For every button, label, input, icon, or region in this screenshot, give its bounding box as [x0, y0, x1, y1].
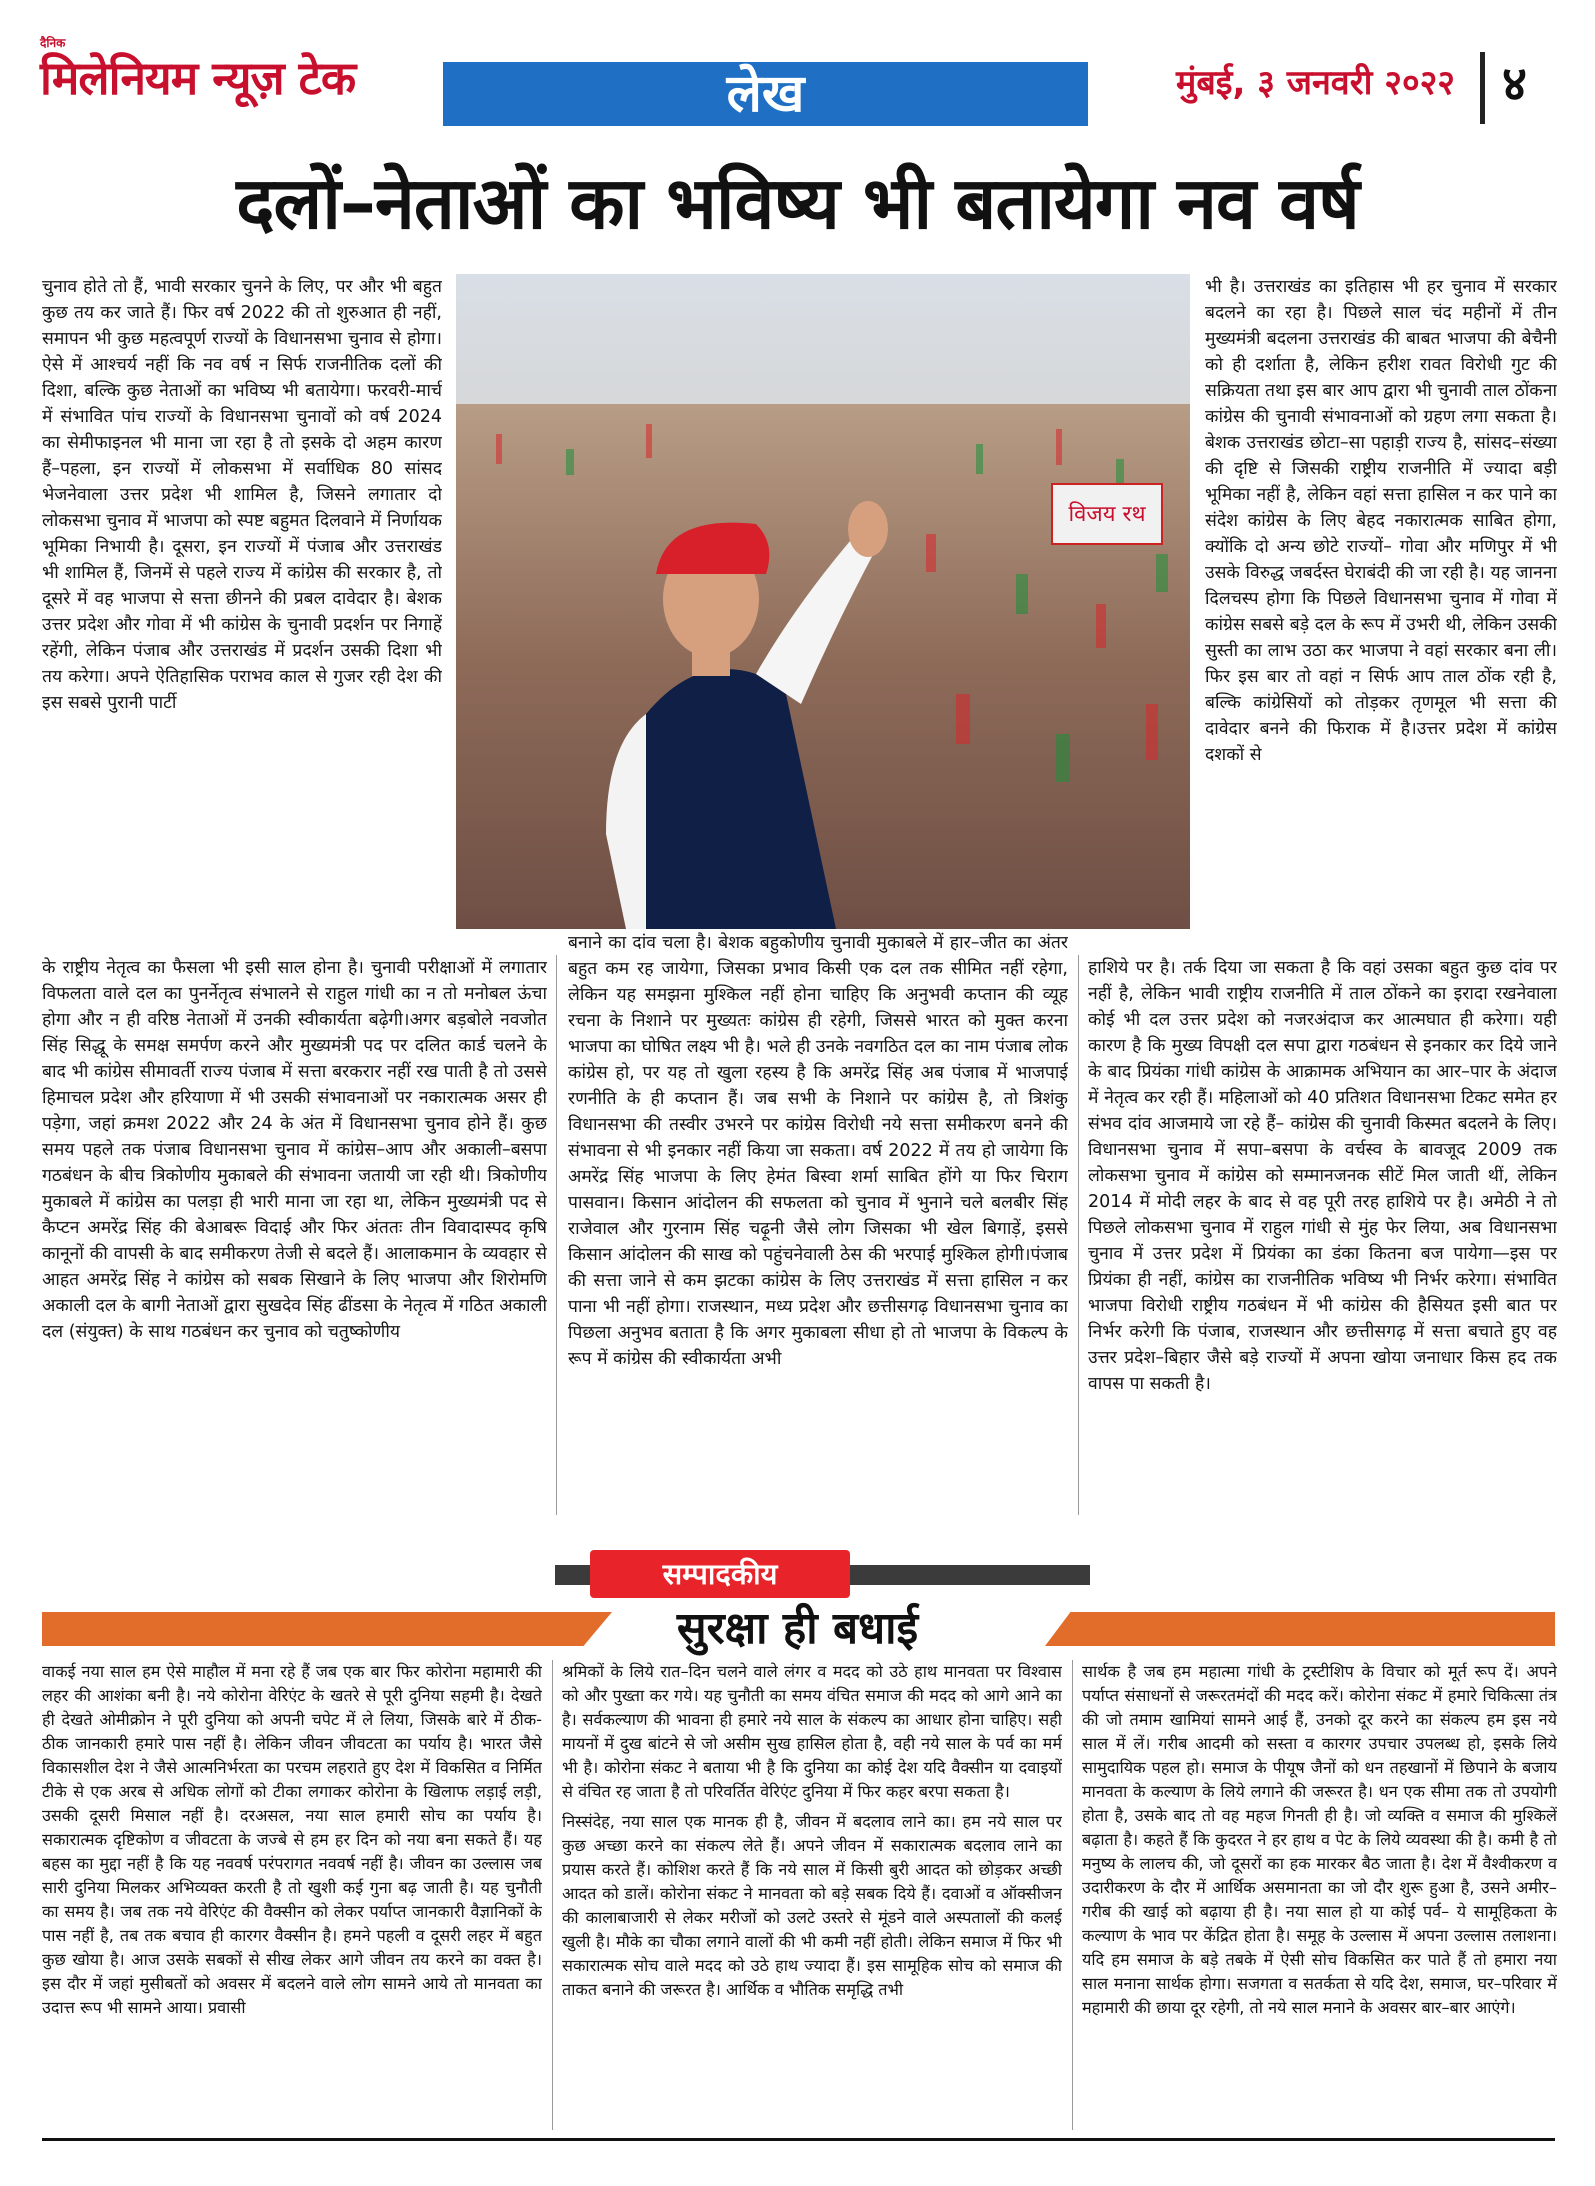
column-divider	[552, 1660, 553, 2130]
article-column-2	[568, 930, 1068, 1517]
article-column-1-bottom	[42, 955, 547, 1517]
editorial-paragraph: निस्संदेह, नया साल एक मानक ही है, जीवन में बदलाव लाने का। हम नये साल पर कुछ अच्छा करने का संकल्प लेते हैं। अपने जीवन में सकारात्मक बदलाव लाने का प्रयास करते हैं। कोशिश करते हैं कि नये साल में किसी बुरी आदत को छोड़कर अच्छी आदत को डालें। कोरोना संकट ने मानवता को बड़े सबक दिये हैं। दवाओं व ऑक्सीजन की कालाबाजारी से लेकर मरीजों को उलटे उस्तरे से मूंडने वाले अस्पतालों की कलई खुली है। मौके का चौका लगाने वालों की भी कमी नहीं होती। लेकिन समाज में फिर भी सकारात्मक सोच वाले मदद को उठे हाथ ज्यादा हैं। इस सामूहिक सोच को समाज की ताकत बनाने की जरूरत है। आर्थिक व भौतिक समृद्धि तभी	[562, 1812, 1062, 1999]
editorial-right-accent	[1045, 1612, 1555, 1646]
editorial-paragraph: श्रमिकों के लिये रात–दिन चलने वाले लंगर व मदद को उठे हाथ मानवता पर विश्वास को और पुख्ता कर गये। यह चुनौती का समय वंचित समाज की मदद को आगे आने का है। सर्वकल्याण की भावना ही हमारे नये साल के संकल्प का आधार होना चाहिए। सही मायनों में दुख बांटने से जो असीम सुख हासिल होता है, वही नये साल के पर्व का मर्म भी है। कोरोना संकट ने बताया भी है कि दुनिया का कोई देश यदि वैक्सीन या दवाइयों से वंचित रह जाता है तो परिवर्तित वेरिएंट दुनिया में फिर कहर बरपा सकता है।	[562, 1662, 1062, 1801]
editorial-paragraph: वाकई नया साल हम ऐसे माहौल में मना रहे हैं जब एक बार फिर कोरोना महामारी की लहर की आशंका बनी है। नये कोरोना वेरिएंट के खतरे से पूरी दुनिया सहमी है। देखते ही देखते ओमीक्रोन ने पूरी दुनिया को अपनी चपेट में ले लिया, जिसके बारे में ठीक-ठीक जानकारी हमारे पास नहीं है। लेकिन जीवन जीवटता का पर्याय है। भारत जैसे विकासशील देश ने जैसे आत्मनिर्भरता का परचम लहराते हुए देश में विकसित व निर्मित टीके से एक अरब से अधिक लोगों को टीका लगाकर कोरोना के खिलाफ लड़ाई लड़ी, उसकी दूसरी मिसाल नहीं है। दरअसल, नया साल हमारी सोच का पर्याय है। सकारात्मक दृष्टिकोण व जीवटता के जज्बे से हम हर दिन को नया बना सकते हैं। यह बहस का मुद्दा नहीं है कि यह नववर्ष परंपरागत नववर्ष नहीं है। जीवन का उल्लास जब सारी दुनिया मिलकर अभिव्यक्त करती है तो खुशी कई गुना बढ़ जाती है। यह चुनौती का समय है। जब तक नये वेरिएंट की वैक्सीन को लेकर पर्याप्त जानकारी वैज्ञानिकों के पास नहीं है, तब तक बचाव ही कारगर वैक्सीन है। हमने पहली व दूसरी लहर में बहुत कुछ खोया है। आज उसके सबकों से सीख लेकर आगे जीवन तय करने का वक्त है। इस दौर में जहां मुसीबतों को अवसर में बदलने वाले लोग सामने आये तो मानवता का उदात्त रूप भी सामने आया। प्रवासी	[42, 1662, 542, 2017]
article-column-3-top	[1205, 274, 1557, 929]
rally-photo-illustration	[456, 274, 1190, 929]
article-paragraph: बनाने का दांव चला है। बेशक बहुकोणीय चुनावी मुकाबले में हार–जीत का अंतर बहुत कम रह जायेगा, जिसका प्रभाव किसी एक दल तक सीमित नहीं रहेगा, लेकिन यह समझना मुश्किल नहीं होना चाहिए कि अनुभवी कप्तान की व्यूह रचना के निशाने पर मुख्यतः कांग्रेस ही रहेगी, जिससे भारत को मुक्त करना भाजपा का घोषित लक्ष्य भी है। भले ही उनके नवगठित दल का नाम पंजाब लोक कांग्रेस हो, पर यह तो खुला रहस्य है कि अमरेंद्र सिंह अब पंजाब में भाजपाई रणनीति के ही कप्तान हैं। जब सभी के निशाने पर कांग्रेस है, तो त्रिशंकु विधानसभा की तस्वीर उभरने पर कांग्रेस विरोधी नये सत्ता समीकरण बनने की संभावना से भी इनकार नहीं किया जा सकता। वर्ष 2022 में तय हो जायेगा कि अमरेंद्र सिंह भाजपा के लिए हेमंत बिस्वा शर्मा साबित होंगे या फिर चिराग पासवान। किसान आंदोलन की सफलता को चुनाव में भुनाने चले बलबीर सिंह राजेवाल और गुरनाम सिंह चढ़ूनी जैसे लोग जिसका भी खेल बिगाड़ें, इससे किसान आंदोलन की साख को पहुंचनेवाली ठेस की भरपाई मुश्किल होगी।पंजाब की सत्ता जाने से कम झटका कांग्रेस के लिए उत्तराखंड में सत्ता हासिल न कर पाना भी नहीं होगा। राजस्थान, मध्य प्रदेश और छत्तीसगढ़ विधानसभा चुनाव का पिछला अनुभव बताता है कि अगर मुकाबला सीधा हो तो भाजपा के विकल्प के रूप में कांग्रेस की स्वीकार्यता अभी	[568, 933, 1068, 1369]
section-label: लेख	[443, 62, 1088, 126]
article-paragraph: चुनाव होते तो हैं, भावी सरकार चुनने के लिए, पर और भी बहुत कुछ तय कर जाते हैं। फिर वर्ष 2022 की तो शुरुआत ही नहीं, समापन भी कुछ महत्वपूर्ण राज्यों के विधानसभा चुनाव से होगा। ऐसे में आश्चर्य नहीं कि नव वर्ष न सिर्फ राजनीतिक दलों की दिशा, बल्कि कुछ नेताओं का भविष्य भी बतायेगा। फरवरी-मार्च में संभावित पांच राज्यों के विधानसभा चुनावों को वर्ष 2024 का सेमीफाइनल भी माना जा रहा है तो इसके दो अहम कारण हैं–पहला, इन राज्यों में लोकसभा में सर्वाधिक 80 सांसद भेजनेवाला उत्तर प्रदेश भी शामिल है, जिसने लगातार दो लोकसभा चुनाव में भाजपा को स्पष्ट बहुमत दिलवाने में निर्णायक भूमिका निभायी है। दूसरा, इन राज्यों में पंजाब और उत्तराखंड भी शामिल हैं, जिनमें से पहले राज्य में कांग्रेस की सरकार है, तो दूसरे में वह भाजपा से सत्ता छीनने की प्रबल दावेदार है। बेशक उत्तर प्रदेश और गोवा में भी कांग्रेस के चुनावी प्रदर्शन पर निगाहें रहेंगी, लेकिन पंजाब और उत्तराखंड में प्रदर्शन उसकी दिशा भी तय करेगा। अपने ऐतिहासिक पराभव काल से गुजर रही देश की इस सबसे पुरानी पार्टी	[42, 277, 442, 713]
article-column-3-bottom	[1088, 955, 1557, 1517]
article-headline: दलों–नेताओं का भविष्य भी बतायेगा नव वर्ष	[236, 161, 1359, 245]
page-bottom-rule	[42, 2138, 1555, 2141]
editorial-left-accent	[42, 1612, 612, 1646]
rally-photo	[456, 274, 1190, 929]
article-paragraph: भी है। उत्तराखंड का इतिहास भी हर चुनाव में सरकार बदलने का रहा है। पिछले साल चंद महीनों में तीन मुख्यमंत्री बदलना उत्तराखंड की बाबत भाजपा की बेचैनी को ही दर्शाता है, लेकिन हरीश रावत विरोधी गुट की सक्रियता तथा इस बार आप द्वारा भी चुनावी ताल ठोंकना कांग्रेस की चुनावी संभावनाओं को ग्रहण लगा सकता है। बेशक उत्तराखंड छोटा–सा पहाड़ी राज्य है, सांसद–संख्या की दृष्टि से जिसकी राष्ट्रीय राजनीति में ज्यादा बड़ी भूमिका नहीं है, लेकिन वहां सत्ता हासिल न कर पाने का संदेश कांग्रेस के लिए बेहद नकारात्मक साबित होगा, क्योंकि दो अन्य छोटे राज्यों– गोवा और मणिपुर में भी उसके विरुद्ध जबर्दस्त घेराबंदी की जा रही है। यह जानना दिलचस्प होगा कि पिछले विधानसभा चुनाव में गोवा में कांग्रेस सबसे बड़े दल के रूप में उभरी थी, लेकिन उसकी सुस्ती का लाभ उठा कर भाजपा ने वहां सरकार बना ली। फिर इस बार तो वहां न सिर्फ आप ताल ठोंक रही है, बल्कि कांग्रेसियों को तोड़कर तृणमूल भी सत्ता की दावेदार बनने की फिराक में है।उत्तर प्रदेश में कांग्रेस दशकों से	[1205, 277, 1557, 765]
article-paragraph: हाशिये पर है। तर्क दिया जा सकता है कि वहां उसका बहुत कुछ दांव पर नहीं है, लेकिन भावी राष्ट्रीय राजनीति में ताल ठोंकने का इरादा रखनेवाला कोई भी दल उत्तर प्रदेश को नजरअंदाज कर आत्मघात ही करेगा। यही कारण है कि मुख्य विपक्षी दल सपा द्वारा गठबंधन से इनकार कर दिये जाने के बाद प्रियंका गांधी कांग्रेस के आक्रामक अभियान का आर–पार के अंदाज में नेतृत्व कर रही हैं। महिलाओं को 40 प्रतिशत विधानसभा टिकट समेत हर संभव दांव आजमाये जा रहे हैं– कांग्रेस की चुनावी किस्मत बदलने के लिए। विधानसभा चुनाव में सपा–बसपा के वर्चस्व के बावजूद 2009 तक लोकसभा चुनाव में कांग्रेस को सम्मानजनक सीटें मिल जाती थीं, लेकिन 2014 में मोदी लहर के बाद से वह पूरी तरह हाशिये पर है। अमेठी ने तो पिछले लोकसभा चुनाव में राहुल गांधी से मुंह फेर लिया, अब विधानसभा चुनाव में उत्तर प्रदेश में प्रियंका का डंका कितना बज पायेगा—इस पर प्रियंका ही नहीं, कांग्रेस का राजनीतिक भविष्य भी निर्भर करेगा। संभावित भाजपा विरोधी राष्ट्रीय गठबंधन में भी कांग्रेस की हैसियत इसी बात पर निर्भर करेगी कि पंजाब, राजस्थान और छत्तीसगढ़ में सत्ता बचाते हुए वह उत्तर प्रदेश–बिहार जैसे बड़े राज्यों में अपना खोया जनाधार किस हद तक वापस पा सकती है।	[1088, 958, 1557, 1394]
column-divider	[1072, 1660, 1073, 2130]
editorial-column-2	[562, 1660, 1062, 2130]
article-paragraph: के राष्ट्रीय नेतृत्व का फैसला भी इसी साल होना है। चुनावी परीक्षाओं में लगातार विफलता वाले दल का पुनर्नेतृत्व संभालने से राहुल गांधी का न तो मनोबल ऊंचा होगा और न ही वरिष्ठ नेताओं में उनकी स्वीकार्यता बढ़ेगी।अगर बड़बोले नवजोत सिंह सिद्धू के समक्ष समर्पण करने और मुख्यमंत्री पद पर दलित कार्ड चलने के बाद भी कांग्रेस सीमावर्ती राज्य पंजाब में सत्ता बरकरार नहीं रख पाती है तो उससे हिमाचल प्रदेश और हरियाणा में भी उसकी संभावनाओं पर नकारात्मक असर ही पड़ेगा, जहां क्रमश 2022 और 24 के अंत में विधानसभा चुनाव होने हैं। कुछ समय पहले तक पंजाब विधानसभा चुनाव में कांग्रेस–आप और अकाली–बसपा गठबंधन के बीच त्रिकोणीय मुकाबले की संभावना जतायी जा रही थी। त्रिकोणीय मुकाबले में कांग्रेस का पलड़ा ही भारी माना जा रहा था, लेकिन मुख्यमंत्री पद से कैप्टन अमरेंद्र सिंह की बेआबरू विदाई और फिर अंततः तीन विवादास्पद कृषि कानूनों की वापसी के बाद समीकरण तेजी से बदले हैं। आलाकमान के व्यवहार से आहत अमरेंद्र सिंह ने कांग्रेस को सबक सिखाने के लिए भाजपा और शिरोमणि अकाली दल के बागी नेताओं द्वारा सुखदेव सिंह ढींडसा के नेतृत्व में गठित अकाली दल (संयुक्त) के साथ गठबंधन कर चुनाव को चतुष्कोणीय	[42, 958, 547, 1342]
dateline: मुंबई, ३ जनवरी २०२२	[1176, 63, 1455, 103]
paper-kicker: दैनिक	[40, 36, 66, 50]
editorial-column-3	[1082, 1660, 1557, 2130]
paper-name: मिलेनियम न्यूज़ टेक	[40, 51, 356, 105]
article-column-1-top	[42, 274, 442, 929]
column-divider	[556, 955, 557, 1515]
dateline-separator	[1480, 52, 1485, 124]
editorial-paragraph: सार्थक है जब हम महात्मा गांधी के ट्रस्टीशिप के विचार को मूर्त रूप दें। अपने पर्याप्त संसाधनों से जरूरतमंदों की मदद करें। कोरोना संकट में हमारे चिकित्सा तंत्र की जो तमाम खामियां सामने आई हैं, उनको दूर करने का संकल्प हम इस नये साल में लें। गरीब आदमी को सस्ता व कारगर उपचार उपलब्ध हो, इसके लिये सामुदायिक पहल हो। समाज के पीयूष जैनों को धन तहखानों में छिपाने के बजाय मानवता के कल्याण के लिये लगाने की जरूरत है। धन एक सीमा तक तो उपयोगी होता है, उसके बाद तो वह महज गिनती ही है। जो व्यक्ति व समाज की मुश्किलें बढ़ाता है। कहते हैं कि कुदरत ने हर हाथ व पेट के लिये व्यवस्था की है। कमी है तो मनुष्य के लालच की, जो दूसरों का हक मारकर बैठ जाता है। देश में वैश्वीकरण व उदारीकरण के दौर में आर्थिक असमानता का जो दौर शुरू हुआ है, उसने अमीर–गरीब की खाई को बढ़ाया ही है। नया साल हो या कोई पर्व– ये सामूहिकता के कल्याण के भाव पर केंद्रित होता है। समूह के उल्लास में अपना उल्लास तलाशना। यदि हम समाज के बड़े तबके में ऐसी सोच विकसित कर पाते हैं तो हमारा नया साल मनाना सार्थक होगा। सजगता व सतर्कता से यदि देश, समाज, घर–परिवार में महामारी की छाया दूर रहेगी, तो नये साल मनाने के अवसर बार–बार आएंगे।	[1082, 1662, 1557, 2017]
page-number: ४	[1502, 56, 1527, 112]
column-divider	[1078, 955, 1079, 1515]
masthead	[0, 0, 1595, 150]
editorial-column-1	[42, 1660, 542, 2130]
editorial-title: सुरक्षा ही बधाई	[676, 1603, 919, 1654]
editorial-label: सम्पादकीय	[590, 1550, 850, 1598]
photo-banner-text: विजय रथ	[1068, 502, 1146, 527]
